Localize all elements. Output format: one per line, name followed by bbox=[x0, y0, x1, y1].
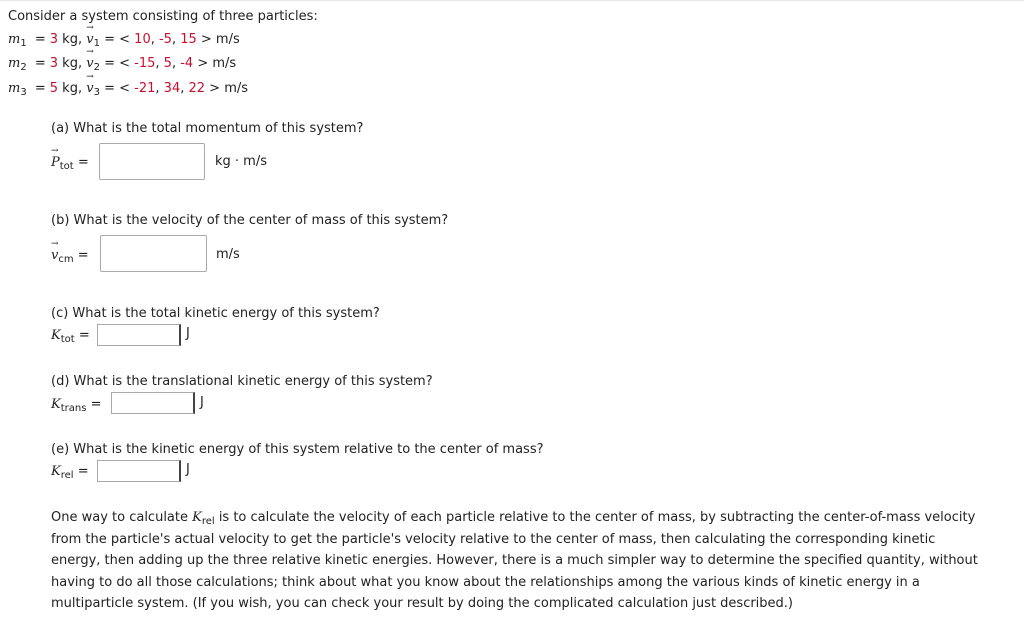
velocity-symbol: → v bbox=[86, 56, 93, 71]
velocity-subscript: 1 bbox=[93, 38, 100, 49]
velocity-open: = < bbox=[104, 56, 131, 71]
velocity-cm-subscript: cm bbox=[58, 254, 74, 265]
question-d: (d) What is the translational kinetic energy of this system? bbox=[51, 374, 433, 389]
answer-e-input[interactable] bbox=[97, 460, 181, 482]
velocity-z: -4 bbox=[180, 56, 194, 71]
mass-value: 3 bbox=[49, 32, 59, 47]
velocity-y: -5 bbox=[158, 32, 172, 47]
answer-d-label bbox=[51, 397, 101, 412]
velocity-cm-symbol: → v bbox=[51, 248, 58, 263]
velocity-x: -21 bbox=[134, 81, 156, 96]
velocity-z: 22 bbox=[188, 81, 206, 96]
top-divider bbox=[0, 0, 1024, 1]
answer-a-unit: kg · m/s bbox=[215, 154, 267, 169]
mass-unit: kg, bbox=[62, 81, 83, 96]
krel-symbol: K bbox=[51, 464, 61, 479]
mass-value: 5 bbox=[49, 81, 59, 96]
krel-subscript: rel bbox=[60, 470, 74, 481]
velocity-y: 5 bbox=[163, 56, 172, 71]
velocity-y: 34 bbox=[163, 81, 181, 96]
equals-sign: = bbox=[90, 397, 102, 412]
ktrans-subscript: trans bbox=[60, 403, 87, 414]
ktot-subscript: tot bbox=[60, 334, 75, 345]
velocity-open: = < bbox=[104, 32, 131, 47]
answer-b-input[interactable] bbox=[100, 235, 207, 272]
krel-inline-subscript: rel bbox=[201, 516, 215, 527]
mass-subscript: 1 bbox=[20, 38, 27, 49]
question-a: (a) What is the total momentum of this system? bbox=[51, 121, 364, 136]
mass-unit: kg, bbox=[62, 56, 83, 71]
answer-d-unit: J bbox=[200, 395, 204, 410]
momentum-symbol: → P bbox=[51, 155, 60, 170]
equals-sign: = bbox=[78, 328, 90, 343]
answer-c-unit: J bbox=[186, 326, 190, 341]
particle-row-2: $m_2 = 3$ kg, → $v_2$ = < -15, 5, -4 > m/s bbox=[8, 56, 236, 71]
question-e: (e) What is the kinetic energy of this system relative to the center of mass? bbox=[51, 442, 544, 457]
momentum-subscript: tot bbox=[59, 161, 74, 172]
explanation-text-start: One way to calculate bbox=[51, 510, 193, 525]
velocity-x: -15 bbox=[134, 56, 156, 71]
velocity-x: 10 bbox=[134, 32, 151, 47]
mass-symbol: m bbox=[8, 32, 21, 47]
velocity-subscript: 2 bbox=[93, 62, 100, 73]
answer-b-unit: m/s bbox=[216, 247, 240, 262]
explanation-paragraph bbox=[51, 507, 986, 614]
mass-value: 3 bbox=[49, 56, 59, 71]
krel-inline-symbol: K bbox=[192, 510, 202, 525]
question-c: (c) What is the total kinetic energy of this system? bbox=[51, 306, 380, 321]
answer-e-label bbox=[51, 464, 89, 479]
particle-row-3: $m_3 = 5$ kg, → $v_3$ = < -21, 34, 22 > m/s bbox=[8, 81, 248, 96]
velocity-close: > m/s bbox=[197, 56, 237, 71]
mass-subscript: 2 bbox=[20, 62, 27, 73]
velocity-symbol: → v bbox=[86, 32, 93, 47]
answer-a-input[interactable] bbox=[99, 143, 205, 180]
mass-symbol: m bbox=[8, 81, 21, 96]
velocity-symbol: → v bbox=[86, 81, 93, 96]
equals-sign: = bbox=[77, 464, 89, 479]
question-b: (b) What is the velocity of the center of mass of this system? bbox=[51, 213, 449, 228]
answer-b-label bbox=[51, 248, 89, 263]
equals-sign: = bbox=[77, 248, 89, 263]
ktrans-symbol: K bbox=[51, 397, 61, 412]
velocity-subscript: 3 bbox=[93, 87, 100, 98]
mass-subscript: 3 bbox=[20, 87, 27, 98]
velocity-open: = < bbox=[104, 81, 131, 96]
equals-sign: = bbox=[77, 155, 89, 170]
answer-a-label bbox=[51, 155, 89, 170]
mass-symbol: m bbox=[8, 56, 21, 71]
explanation-text-rest: is to calculate the velocity of each particle relative to the center of mass, by subtracting the center-of-mass velocity from the particle's actual velocity to get the particle's velocity relative to the center of mass, then calculating the corresponding kinetic energy, then adding up the three relative kinetic energies. However, there is a much simpler way to determine the specified quantity, without having to do all those calculations; think about what you know about the relationships among the various kinds of kinetic energy in a multiparticle system. (If you wish, you can check your result by doing the complicated calculation just described.) bbox=[51, 510, 978, 611]
velocity-close: > m/s bbox=[209, 81, 249, 96]
answer-c-label bbox=[51, 328, 90, 343]
ktot-symbol: K bbox=[51, 328, 61, 343]
velocity-z: 15 bbox=[180, 32, 197, 47]
mass-unit: kg, bbox=[62, 32, 83, 47]
answer-d-input[interactable] bbox=[111, 392, 195, 414]
velocity-close: > m/s bbox=[200, 32, 240, 47]
intro-text: Consider a system consisting of three particles: bbox=[8, 9, 318, 24]
answer-c-input[interactable] bbox=[97, 324, 181, 346]
particle-row-1: $m_1 = 3$ kg, → $v_1$ = < 10, -5, 15 > m/s bbox=[8, 32, 240, 47]
answer-e-unit: J bbox=[186, 462, 190, 477]
